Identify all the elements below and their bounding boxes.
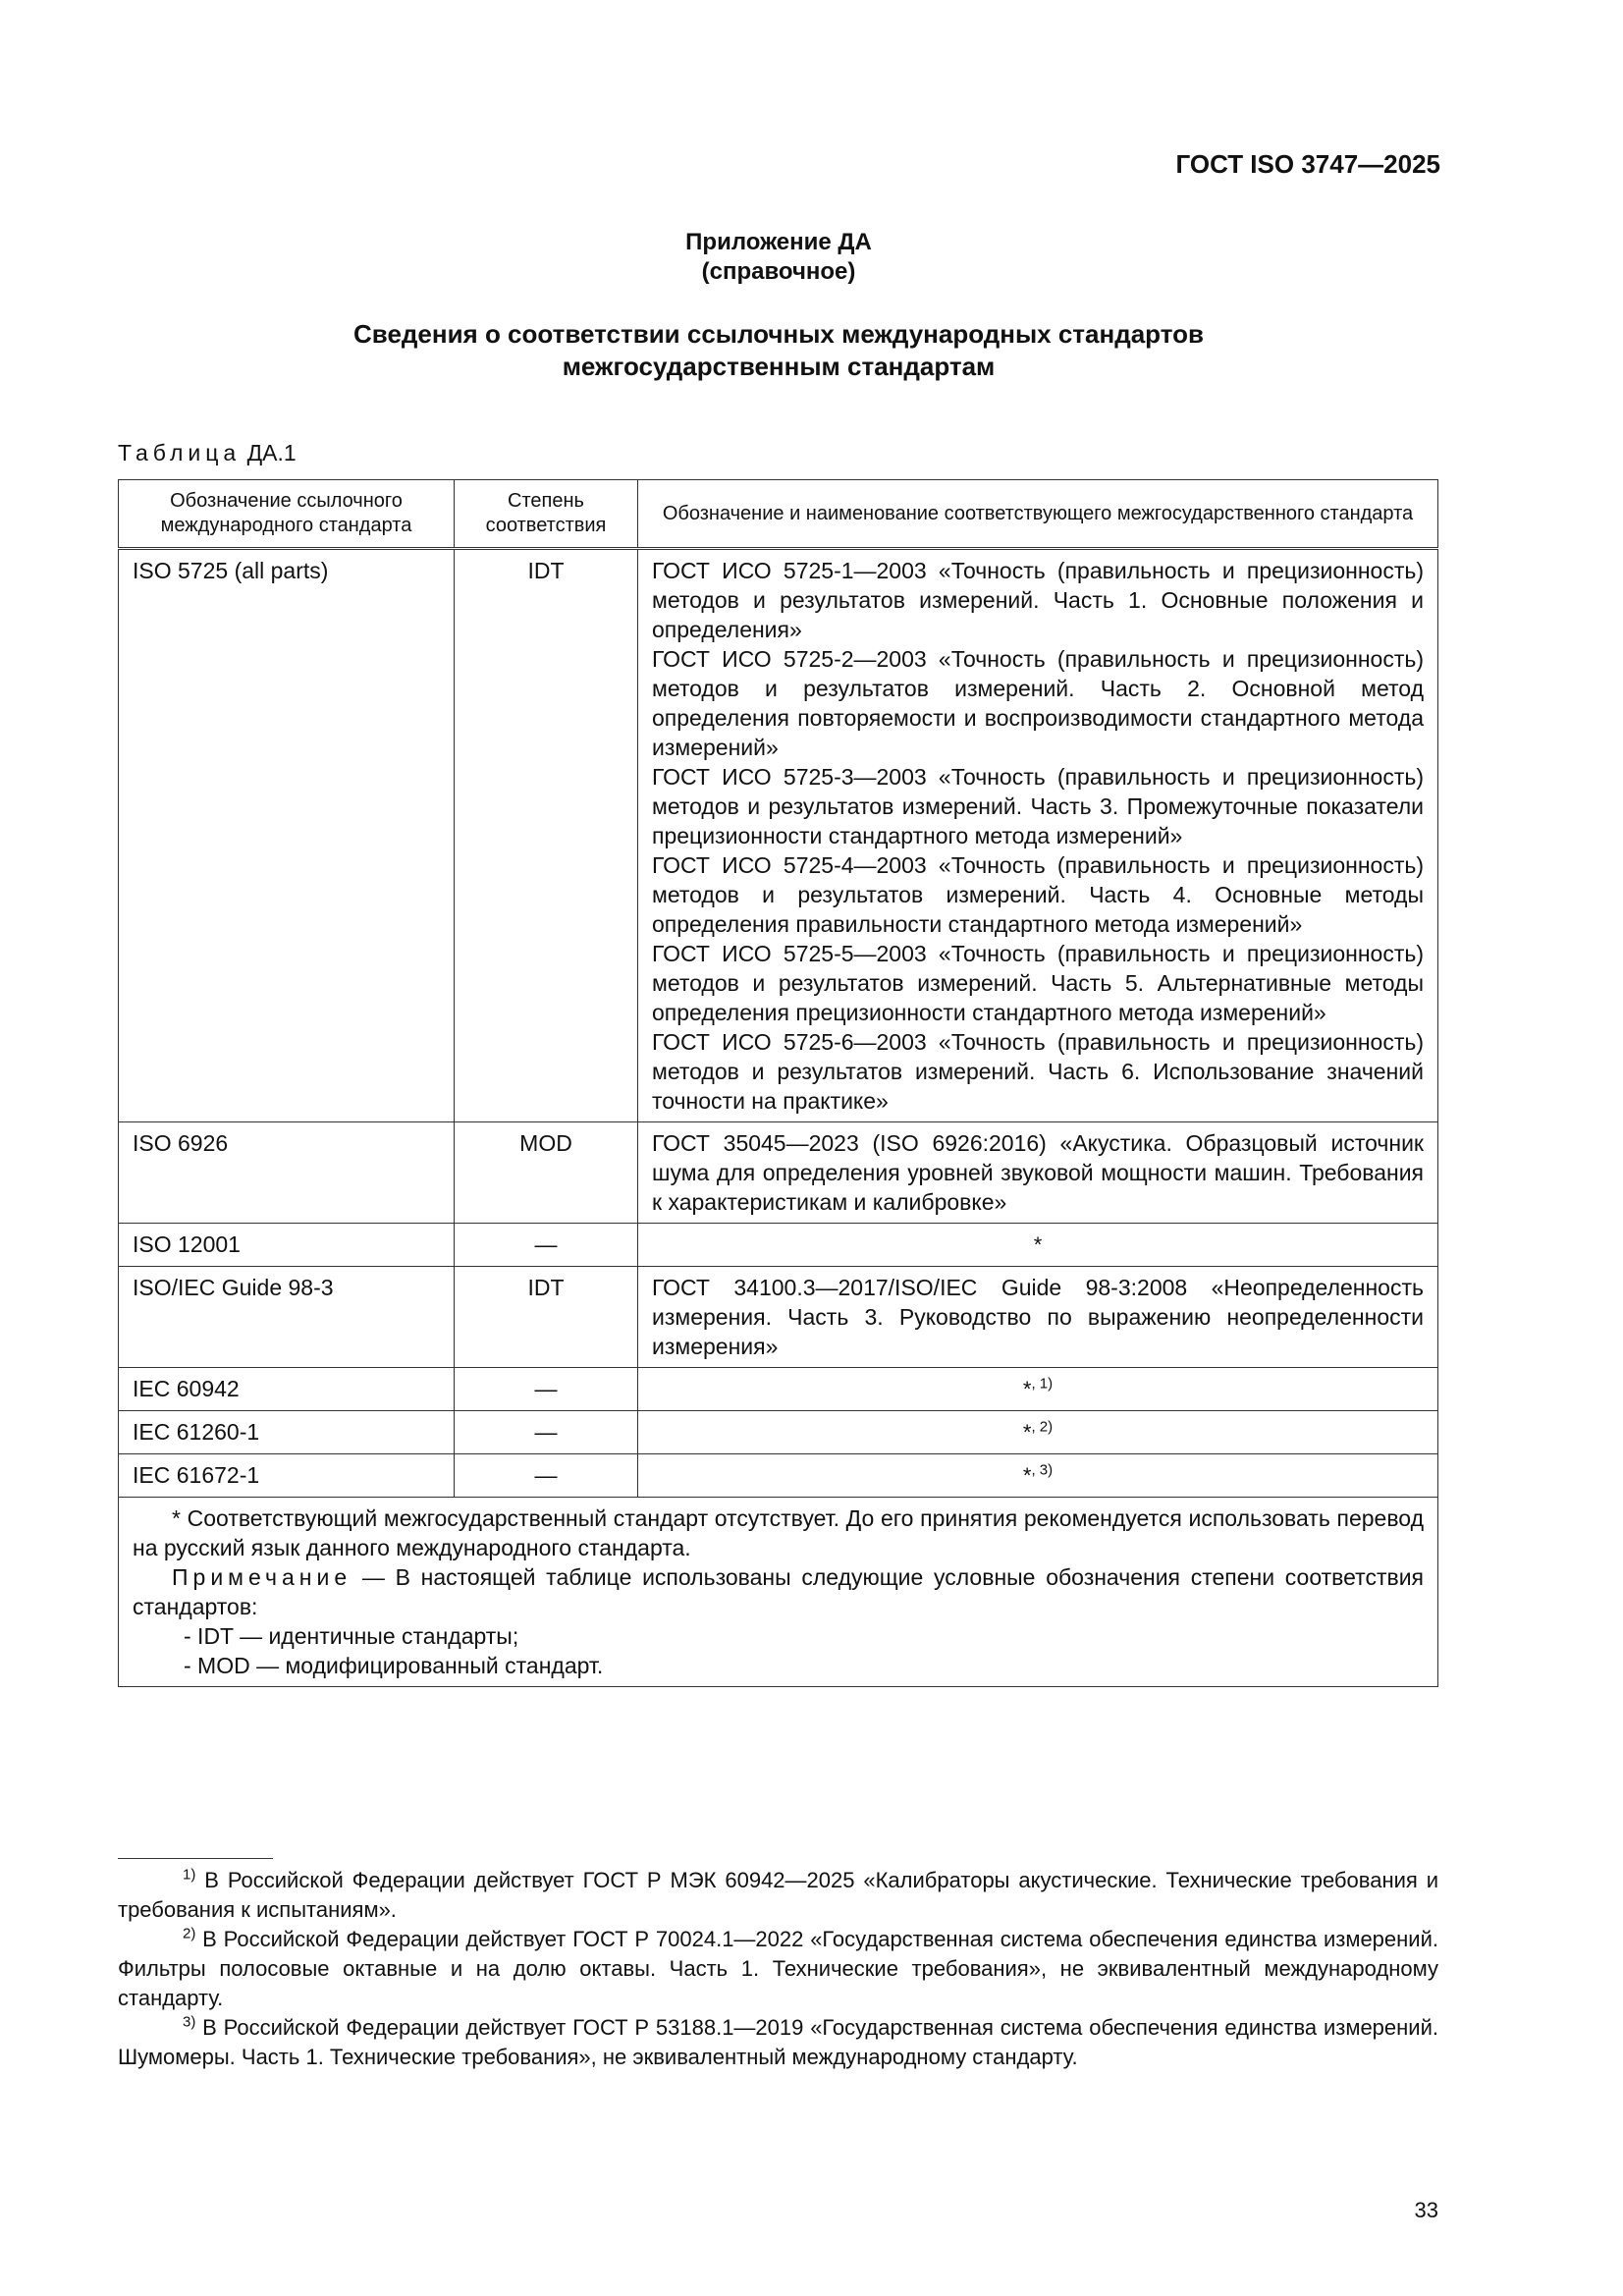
table-row [119, 1454, 1438, 1498]
cell-intl-standard: IEC 61672-1 [119, 1454, 455, 1498]
asterisk-mark: * [1022, 1377, 1032, 1401]
appendix-heading [0, 228, 1557, 287]
table-row [119, 1411, 1438, 1454]
cell-degree: — [455, 1411, 638, 1454]
cell-degree: IDT [455, 549, 638, 1122]
footnote-text: В Российской Федерации действует ГОСТ Р МЭК 60942—2025 «Калибраторы акустические. Технические требования и требования к испытаниям». [118, 1868, 1438, 1922]
reference-text: ГОСТ ИСО 5725-3—2003 «Точность (правильность и прецизионность) методов и результатов измерений. Часть 3. Промежуточные показатели прецизионности стандартного метода измерений» [652, 764, 1424, 848]
table-notes-row [119, 1498, 1438, 1687]
table-caption-word: Таблица [118, 440, 242, 465]
document-code: ГОСТ ISO 3747—2025 [1175, 149, 1440, 179]
cell-interstate-standard [638, 1368, 1438, 1411]
table-caption-id: ДА.1 [246, 440, 297, 465]
asterisk-mark: * [1022, 1463, 1032, 1488]
cell-degree: IDT [455, 1267, 638, 1368]
note-paragraph [133, 1562, 1424, 1621]
footnote-mark: 2) [183, 1925, 196, 1942]
table-row [119, 549, 1438, 1122]
footnote [118, 1866, 1438, 1925]
reference-text: ГОСТ ИСО 5725-4—2003 «Точность (правильность и прецизионность) методов и результатов измерений. Часть 4. Основные методы определения правильности стандартного метода измерений» [652, 852, 1424, 937]
table-row [119, 1267, 1438, 1368]
cell-degree: — [455, 1224, 638, 1267]
table-row [119, 1122, 1438, 1224]
header-intl-standard: Обозначение ссылочного международного стандарта [119, 480, 455, 549]
cell-interstate-standard [638, 1224, 1438, 1267]
standards-table [118, 479, 1438, 1687]
table-row [119, 1224, 1438, 1267]
footnote-ref: , 3) [1031, 1461, 1054, 1479]
cell-interstate-standard [638, 1411, 1438, 1454]
reference-text: ГОСТ 34100.3—2017/ISO/IEC Guide 98-3:2008 «Неопределенность измерения. Часть 3. Руководство по выражению неопределенности измерения» [652, 1275, 1424, 1359]
table-header-row [119, 480, 1438, 549]
asterisk-mark: * [1022, 1420, 1032, 1445]
cell-intl-standard: ISO/IEC Guide 98-3 [119, 1267, 455, 1368]
appendix-subtitle: (справочное) [701, 258, 856, 285]
cell-interstate-standard [638, 1454, 1438, 1498]
cell-intl-standard: ISO 6926 [119, 1122, 455, 1224]
footnote [118, 2013, 1438, 2072]
cell-degree: — [455, 1368, 638, 1411]
footnote-mark: 1) [183, 1866, 196, 1884]
section-title-line-2: межгосударственным стандартам [562, 352, 996, 381]
note-label: Примечание [172, 1564, 352, 1590]
cell-interstate-standard [638, 549, 1438, 1122]
cell-degree: MOD [455, 1122, 638, 1224]
footnote-ref: , 2) [1031, 1418, 1054, 1436]
footnote-text: В Российской Федерации действует ГОСТ Р 70024.1—2022 «Государственная система обеспечения единства измерений. Фильтры полосовые октавные и на долю октавы. Часть 1. Технические требования», не эквивалентный международному стандарту. [118, 1927, 1438, 2010]
asterisk-mark: * [1033, 1232, 1043, 1257]
cell-intl-standard: ISO 5725 (all parts) [119, 549, 455, 1122]
reference-text: ГОСТ ИСО 5725-5—2003 «Точность (правильность и прецизионность) методов и результатов измерений. Часть 5. Альтернативные методы определения прецизионности стандартного метода измерений» [652, 941, 1424, 1025]
footnotes [118, 1866, 1438, 2072]
reference-text: ГОСТ ИСО 5725-1—2003 «Точность (правильность и прецизионность) методов и результатов измерений. Часть 1. Основные положения и определения» [652, 558, 1424, 642]
section-title [0, 318, 1557, 383]
header-interstate-standard: Обозначение и наименование соответствующего межгосударственного стандарта [638, 480, 1438, 549]
cell-interstate-standard [638, 1267, 1438, 1368]
footnote [118, 1925, 1438, 2013]
appendix-title: Приложение ДА [685, 229, 872, 255]
footnote-separator [118, 1858, 273, 1859]
header-degree: Степень соответствия [455, 480, 638, 549]
footnote-ref: , 1) [1031, 1375, 1054, 1393]
note-text: — В настоящей таблице использованы следующие условные обозначения степени соответствия стандартов: [133, 1564, 1424, 1619]
reference-text: ГОСТ 35045—2023 (ISO 6926:2016) «Акустика. Образцовый источник шума для определения уровней звуковой мощности машин. Требования к характеристикам и калибровке» [652, 1130, 1424, 1215]
note-list-item: - MOD — модифицированный стандарт. [184, 1653, 604, 1678]
page-number: 33 [1414, 2198, 1438, 2222]
cell-intl-standard: ISO 12001 [119, 1224, 455, 1267]
cell-degree: — [455, 1454, 638, 1498]
cell-intl-standard: IEC 60942 [119, 1368, 455, 1411]
section-title-line-1: Сведения о соответствии ссылочных международных стандартов [353, 319, 1204, 349]
reference-text: ГОСТ ИСО 5725-2—2003 «Точность (правильность и прецизионность) методов и результатов измерений. Часть 2. Основной метод определения повторяемости и воспроизводимости стандартного метода измерений» [652, 646, 1424, 760]
table-notes [119, 1498, 1438, 1687]
footnote-text: В Российской Федерации действует ГОСТ Р 53188.1—2019 «Государственная система обеспечения единства измерений. Шумомеры. Часть 1. Технические требования», не эквивалентный международному стандарту. [118, 2015, 1438, 2069]
cell-intl-standard: IEC 61260-1 [119, 1411, 455, 1454]
asterisk-note: * Соответствующий межгосударственный стандарт отсутствует. До его принятия рекомендуется использовать перевод на русский язык данного международного стандарта. [133, 1505, 1424, 1560]
footnote-mark: 3) [183, 2013, 196, 2031]
cell-interstate-standard [638, 1122, 1438, 1224]
note-list-item: - IDT — идентичные стандарты; [184, 1623, 519, 1649]
table-caption [118, 440, 297, 466]
table-row [119, 1368, 1438, 1411]
reference-text: ГОСТ ИСО 5725-6—2003 «Точность (правильность и прецизионность) методов и результатов измерений. Часть 6. Использование значений точности на практике» [652, 1029, 1424, 1114]
